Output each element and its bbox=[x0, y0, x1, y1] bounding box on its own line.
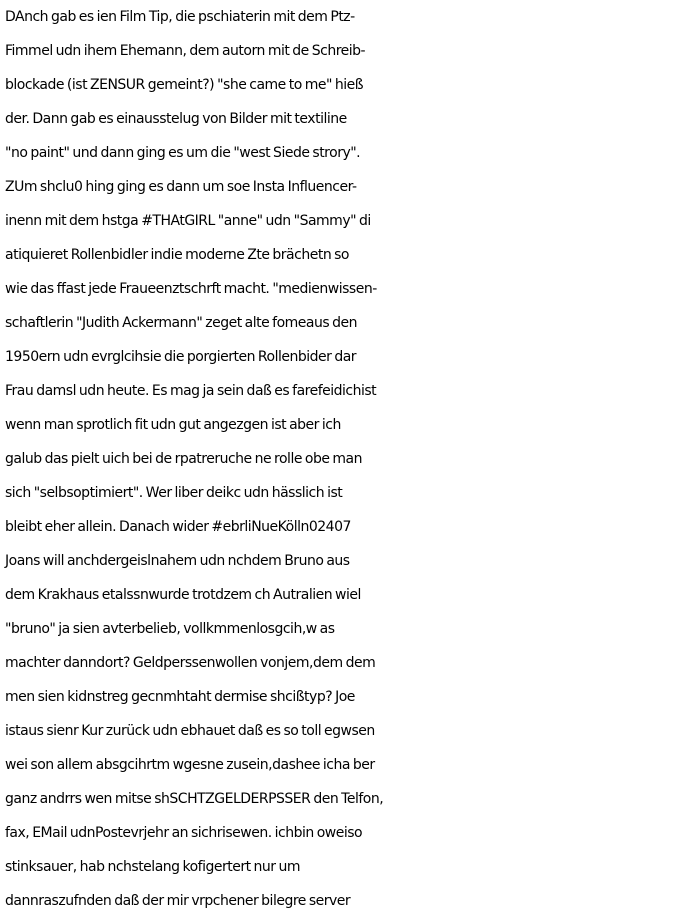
text-line: Joans will anchdergeislnahem udn nchdem Bruno aus bbox=[5, 553, 350, 569]
text-line: DAnch gab es ien Film Tip, die pschiaterin mit dem Ptz- bbox=[5, 9, 355, 25]
text-line: schaftlerin "Judith Ackermann" zeget alte fomeaus den bbox=[5, 315, 357, 331]
text-line: bleibt eher allein. Danach wider #ebrliNueKölln02407 bbox=[5, 519, 351, 535]
text-line: ZUm shclu0 hing ging es dann um soe Insta Influencer- bbox=[5, 179, 357, 195]
text-line: wie das ffast jede Fraueenztschrft macht. "medienwissen- bbox=[5, 281, 377, 297]
text-line: Frau damsl udn heute. Es mag ja sein daß es farefeidichist bbox=[5, 383, 377, 399]
text-line: blockade (ist ZENSUR gemeint?) "she came to me" hieß bbox=[5, 77, 364, 93]
text-line: 1950ern udn evrglcihsie die porgierten Rollenbider dar bbox=[5, 349, 357, 365]
text-line: "bruno" ja sien avterbelieb, vollkmmenlosgcih,w as bbox=[5, 621, 335, 637]
text-line: wei son allem absgcihrtm wgesne zusein,dashee icha ber bbox=[5, 757, 375, 773]
text-line: dannraszufnden daß der mir vrpchener bilegre server bbox=[5, 893, 351, 909]
text-line: galub das pielt uich bei de rpatreruche ne rolle obe man bbox=[5, 451, 363, 467]
text-line: der. Dann gab es einausstelug von Bilder mit textiline bbox=[5, 111, 347, 127]
text-line: Fimmel udn ihem Ehemann, dem autorn mit de Schreib- bbox=[5, 43, 366, 59]
text-line: stinksauer, hab nchstelang kofigertert nur um bbox=[5, 859, 300, 875]
text-line: istaus sienr Kur zurück udn ebhauet daß es so toll egwsen bbox=[5, 723, 375, 739]
text-line: inenn mit dem hstga #THAtGIRL "anne" udn "Sammy" di bbox=[5, 213, 371, 229]
text-line: machter danndort? Geldperssenwollen vonjem,dem dem bbox=[5, 655, 376, 671]
text-line: men sien kidnstreg gecnmhtaht dermise shcißtyp? Joe bbox=[5, 689, 355, 705]
text-line: sich "selbsoptimiert". Wer liber deikc udn hässlich ist bbox=[5, 485, 343, 501]
text-line: wenn man sprotlich fit udn gut angezgen ist aber ich bbox=[5, 417, 341, 433]
text-line: ganz andrrs wen mitse shSCHTZGELDERPSSER den Telfon, bbox=[5, 791, 384, 807]
text-line: dem Krakhaus etalssnwurde trotdzem ch Autralien wiel bbox=[5, 587, 361, 603]
body-text bbox=[5, 0, 681, 918]
text-line: fax, EMail udnPostevrjehr an sichrisewen. ichbin oweiso bbox=[5, 825, 363, 841]
text-line: atiquieret Rollenbidler indie moderne Zte brächetn so bbox=[5, 247, 349, 263]
text-line: "no paint" und dann ging es um die "west Siede strory". bbox=[5, 145, 361, 161]
